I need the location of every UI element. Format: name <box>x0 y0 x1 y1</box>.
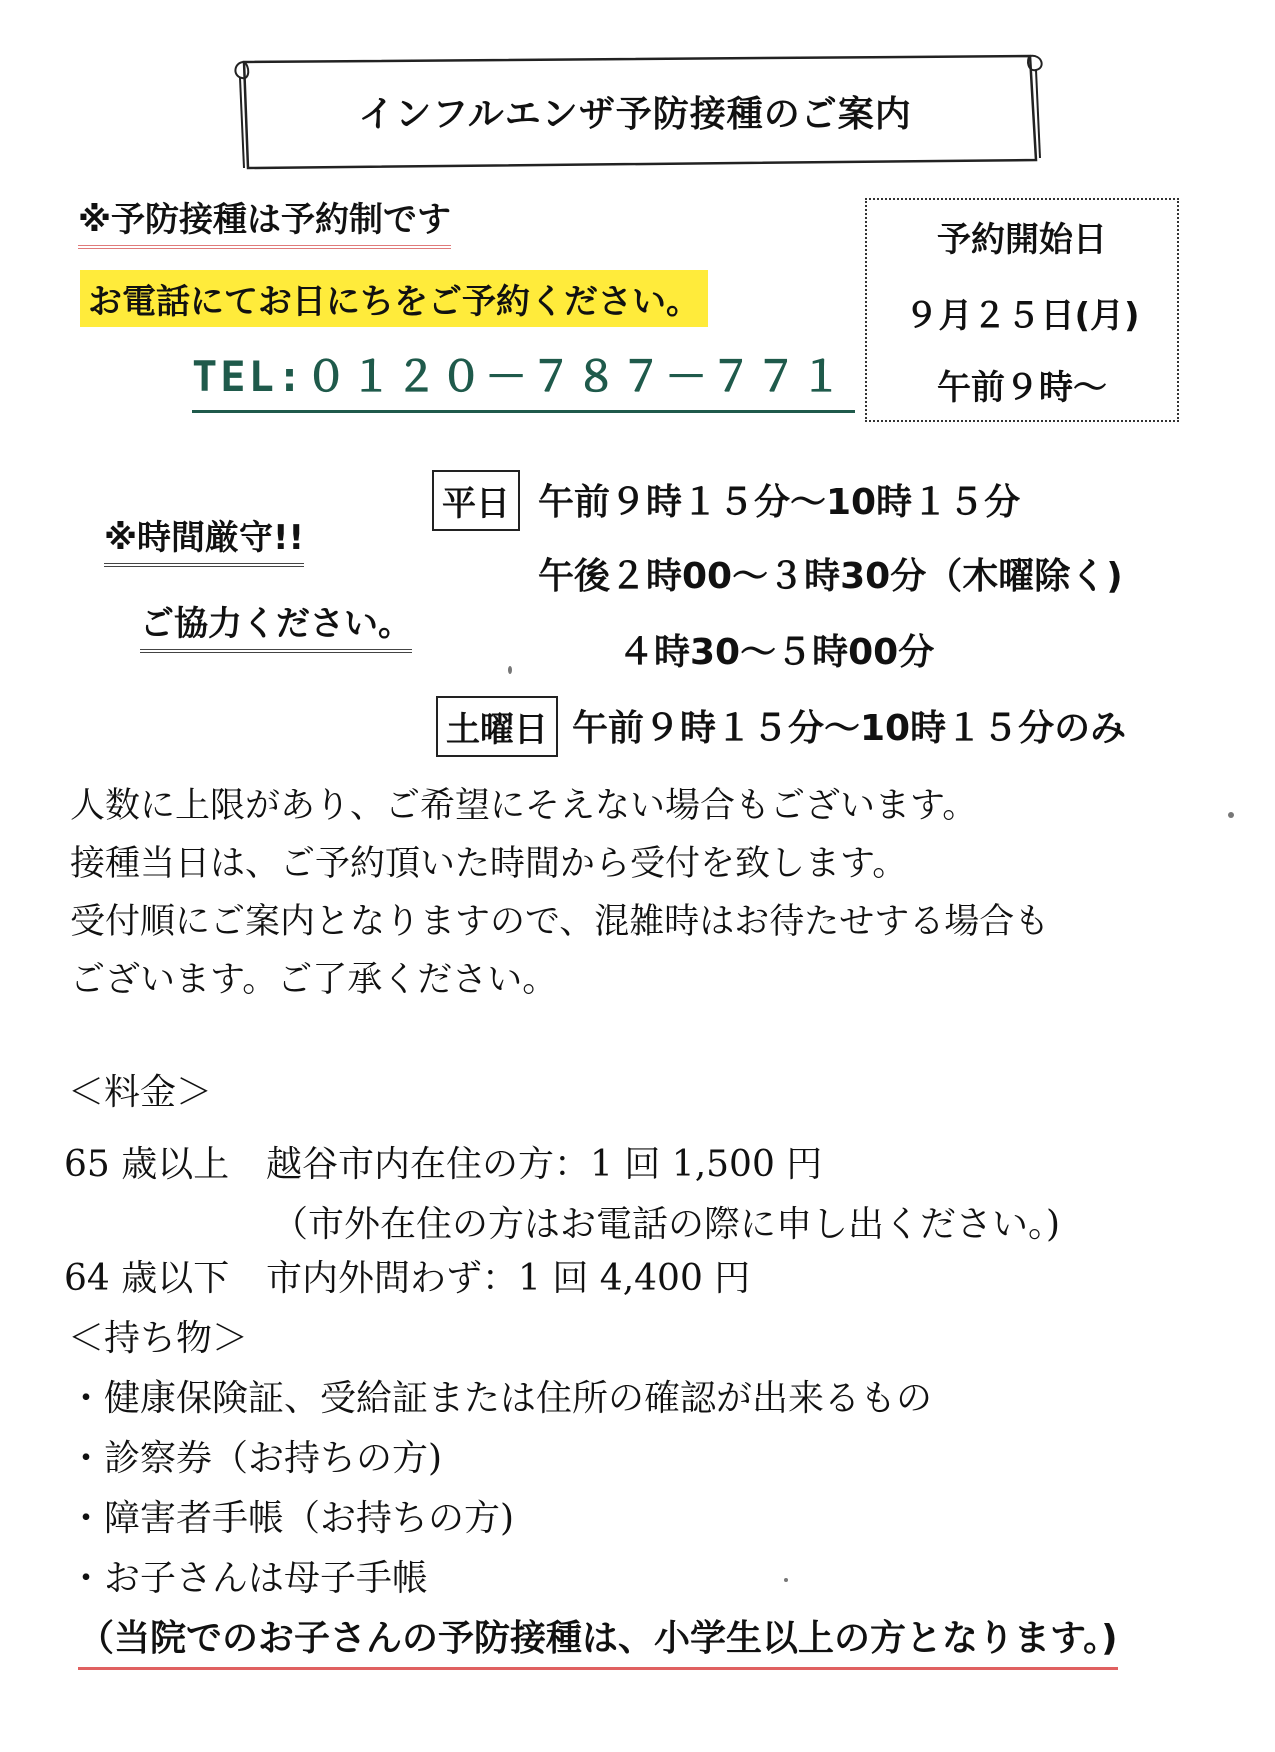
saturday-label-box: 土曜日 <box>436 696 558 757</box>
reservation-start-box <box>865 198 1179 422</box>
fee-age-65-plus: 65 歳以上 <box>64 1144 230 1185</box>
scan-speck <box>1228 812 1234 818</box>
scan-speck <box>784 1578 788 1582</box>
weekday-late-afternoon-hours: ４時30～５時00分 <box>618 632 935 673</box>
reservation-notice: ※予防接種は予約制です <box>78 192 451 249</box>
scan-speck <box>508 666 512 674</box>
page-title: インフルエンザ予防接種のご案内 <box>358 94 912 135</box>
fee-heading: ＜料金＞ <box>68 1072 213 1113</box>
cooperation-request: ご協力ください。 <box>140 596 412 653</box>
fee-under-64-price: 市内外問わず：1 回 4,400 円 <box>266 1258 751 1299</box>
note-line: 受付順にご案内となりますので、混雑時はお待たせする場合も <box>70 902 1050 942</box>
note-line: ございます。ご了承ください。 <box>70 960 558 1000</box>
saturday-hours: 午前９時１５分～10時１５分のみ <box>572 708 1127 749</box>
list-item: ・健康保険証、受給証または住所の確認が出来るもの <box>68 1378 933 1419</box>
weekday-afternoon-hours: 午後２時00～３時30分（木曜除く) <box>538 556 1123 597</box>
start-time: 午前９時～ <box>937 368 1107 408</box>
fee-age-64-under: 64 歳以下 <box>64 1258 230 1299</box>
children-vaccination-note: （当院でのお子さんの予防接種は、小学生以上の方となります。) <box>78 1610 1118 1670</box>
fee-resident-price: 越谷市内在住の方：1 回 1,500 円 <box>266 1144 823 1185</box>
note-line: 人数に上限があり、ご希望にそえない場合もございます。 <box>70 786 978 826</box>
start-date: ９月２５日(月) <box>904 296 1140 336</box>
fee-nonresident-note: （市外在住の方はお電話の際に申し出ください。) <box>272 1204 1061 1245</box>
list-item: ・障害者手帳（お持ちの方) <box>68 1498 515 1539</box>
start-box-label: 予約開始日 <box>937 220 1107 260</box>
call-instruction-highlight: お電話にてお日にちをご予約ください。 <box>80 270 708 327</box>
telephone-number: TEL:０１２０－７８７－７７１ <box>192 344 855 413</box>
list-item: ・診察券（お持ちの方) <box>68 1438 443 1479</box>
items-heading: ＜持ち物＞ <box>68 1318 249 1359</box>
note-line: 接種当日は、ご予約頂いた時間から受付を致します。 <box>70 844 908 884</box>
list-item: ・お子さんは母子手帳 <box>68 1558 429 1599</box>
weekday-morning-hours: 午前９時１５分～10時１５分 <box>538 482 1021 523</box>
weekday-label-box: 平日 <box>432 470 520 531</box>
punctuality-warning: ※時間厳守!! <box>104 510 304 567</box>
